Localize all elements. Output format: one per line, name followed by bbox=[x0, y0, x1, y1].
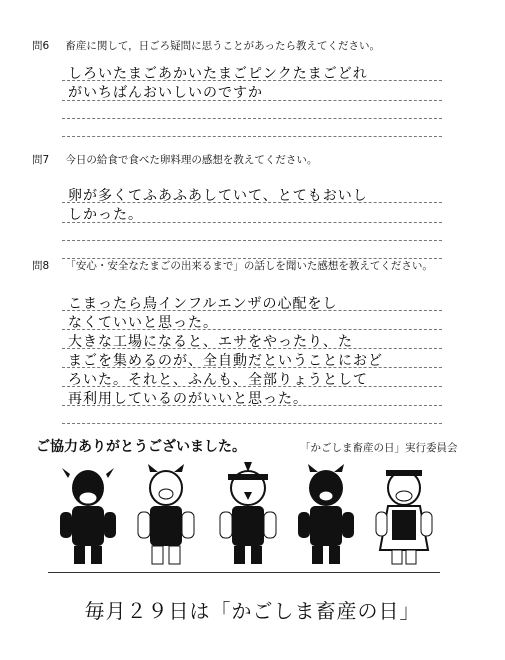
black-pig-mascot-icon bbox=[298, 464, 354, 564]
answer-8-line-4: まごを集めるのが、全自動だということにおど bbox=[68, 353, 383, 369]
answer-7-area bbox=[62, 182, 442, 262]
question-6-number: 問6 bbox=[32, 40, 50, 52]
answer-7-line-2: しかった。 bbox=[68, 207, 143, 223]
answer-6-line-1: しろいたまごあかいたまごピンクたまごどれ bbox=[68, 66, 368, 82]
answer-8-line-3: 大きな工場になると、エサをやったり、た bbox=[68, 334, 353, 350]
pig-mascot-icon bbox=[138, 464, 194, 564]
thanks-message: ご協力ありがとうございました。 bbox=[36, 439, 246, 455]
answer-6-area bbox=[62, 60, 442, 140]
answer-8-line-6: 再利用しているのがいいと思った。 bbox=[68, 391, 308, 407]
question-8-number: 問8 bbox=[32, 260, 50, 272]
question-8-text: 「安心・安全なたまごの出来るまで」の話しを聞いた感想を教えてください。 bbox=[65, 260, 433, 272]
chicken-mascot-icon bbox=[220, 462, 276, 564]
slogan: 毎月２９日は「かごしま畜産の日」 bbox=[84, 599, 421, 623]
answer-8-line-1: こまったら鳥インフルエンザの心配をし bbox=[68, 296, 338, 312]
question-6 bbox=[32, 38, 380, 53]
question-7 bbox=[32, 152, 317, 167]
cow-girl-mascot-icon bbox=[376, 470, 432, 564]
question-8 bbox=[32, 258, 433, 273]
answer-6-line-2: がいちばんおいしいのですか bbox=[68, 85, 263, 101]
question-6-text: 畜産に関して，日ごろ疑問に思うことがあったら教えてください。 bbox=[65, 40, 381, 52]
cow-mascot-icon bbox=[60, 468, 116, 564]
question-7-number: 問7 bbox=[32, 154, 50, 166]
ground-line bbox=[48, 572, 440, 573]
answer-8-line-2: なくていいと思った。 bbox=[68, 315, 218, 331]
answer-7-line-1: 卵が多くてふあふあしていて、とてもおいし bbox=[68, 188, 368, 204]
mascot-characters-illustration bbox=[48, 460, 448, 570]
answer-8-line-5: ろいた。それと、ふんも、全部りょうとして bbox=[68, 372, 368, 388]
answer-8-area bbox=[62, 290, 442, 430]
committee-name: 「かごしま畜産の日」実行委員会 bbox=[300, 442, 458, 454]
question-7-text: 今日の給食で食べた卵料理の感想を教えてください。 bbox=[65, 154, 318, 166]
